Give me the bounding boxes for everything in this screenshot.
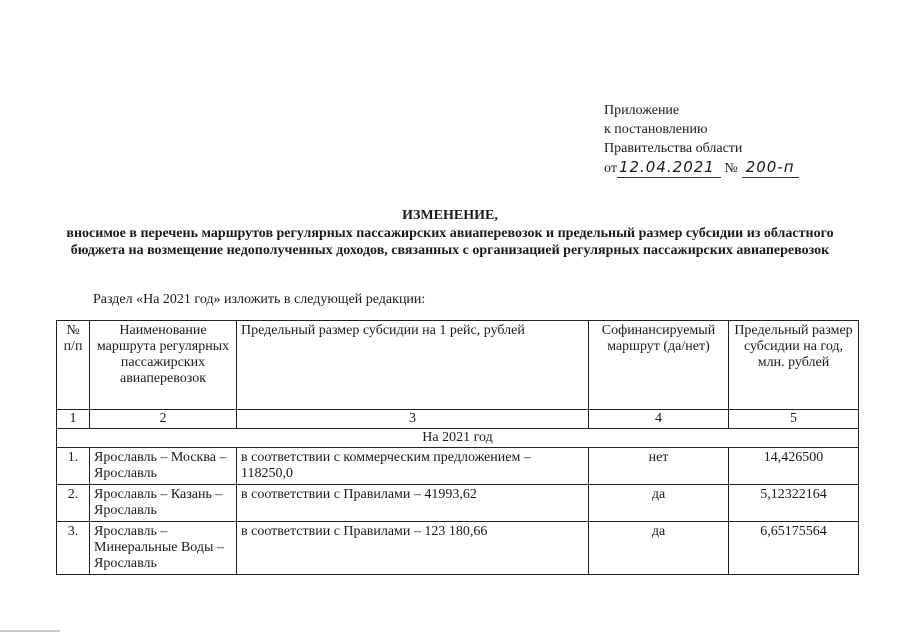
routes-table — [56, 320, 859, 575]
number-sign: № — [724, 161, 738, 176]
document-subtitle: вносимое в перечень маршрутов регулярных пассажирских авиаперевозок и предельный размер субсидии из областного бюджета на возмещение недополученных доходов, связанных с организацией регулярных пассажирских авиаперевозок — [66, 226, 834, 258]
section-row — [57, 429, 859, 448]
appendix-block — [604, 101, 799, 178]
document-heading: ИЗМЕНЕНИЕ, — [402, 208, 498, 223]
row-number: 2. — [57, 485, 90, 522]
header-cell: Софинансируемый маршрут (да/нет) — [589, 321, 729, 410]
handwritten-date: 12.04.2021 — [617, 158, 721, 178]
header-cell: № п/п — [57, 321, 90, 410]
appendix-line-1: Приложение — [604, 103, 680, 118]
table-row — [57, 485, 859, 522]
row-number: 1. — [57, 448, 90, 485]
subsidy-per-year: 6,65175564 — [729, 522, 859, 575]
subsidy-per-flight: в соответствии с коммерческим предложением – 118250,0 — [237, 448, 589, 485]
header-cell: Предельный размер субсидии на 1 рейс, рублей — [237, 321, 589, 410]
appendix-line-3: Правительства области — [604, 141, 743, 156]
column-number: 3 — [237, 410, 589, 429]
table-header-row — [57, 321, 859, 410]
section-title: На 2021 год — [57, 429, 859, 448]
column-number: 2 — [90, 410, 237, 429]
cofinanced: да — [589, 485, 729, 522]
appendix-line-2: к постановлению — [604, 122, 708, 137]
cofinanced: да — [589, 522, 729, 575]
date-prefix: от — [604, 161, 617, 176]
column-number: 5 — [729, 410, 859, 429]
handwritten-number: 200-п — [742, 158, 799, 178]
route-name: Ярославль – Москва – Ярославль — [90, 448, 237, 485]
cofinanced: нет — [589, 448, 729, 485]
table-row — [57, 522, 859, 575]
route-name: Ярославль – Казань – Ярославль — [90, 485, 237, 522]
subsidy-per-year: 5,12322164 — [729, 485, 859, 522]
column-number-row — [57, 410, 859, 429]
table-row — [57, 448, 859, 485]
column-number: 1 — [57, 410, 90, 429]
route-name: Ярославль – Минеральные Воды – Ярославль — [90, 522, 237, 575]
scan-mark — [0, 630, 60, 632]
column-number: 4 — [589, 410, 729, 429]
appendix-date-line — [604, 158, 799, 178]
subsidy-per-flight: в соответствии с Правилами – 123 180,66 — [237, 522, 589, 575]
header-cell: Предельный размер субсидии на год, млн. рублей — [729, 321, 859, 410]
header-cell: Наименование маршрута регулярных пассажирских авиаперевозок — [90, 321, 237, 410]
intro-text: Раздел «На 2021 год» изложить в следующей редакции: — [93, 292, 426, 307]
row-number: 3. — [57, 522, 90, 575]
subsidy-per-flight: в соответствии с Правилами – 41993,62 — [237, 485, 589, 522]
subsidy-per-year: 14,426500 — [729, 448, 859, 485]
